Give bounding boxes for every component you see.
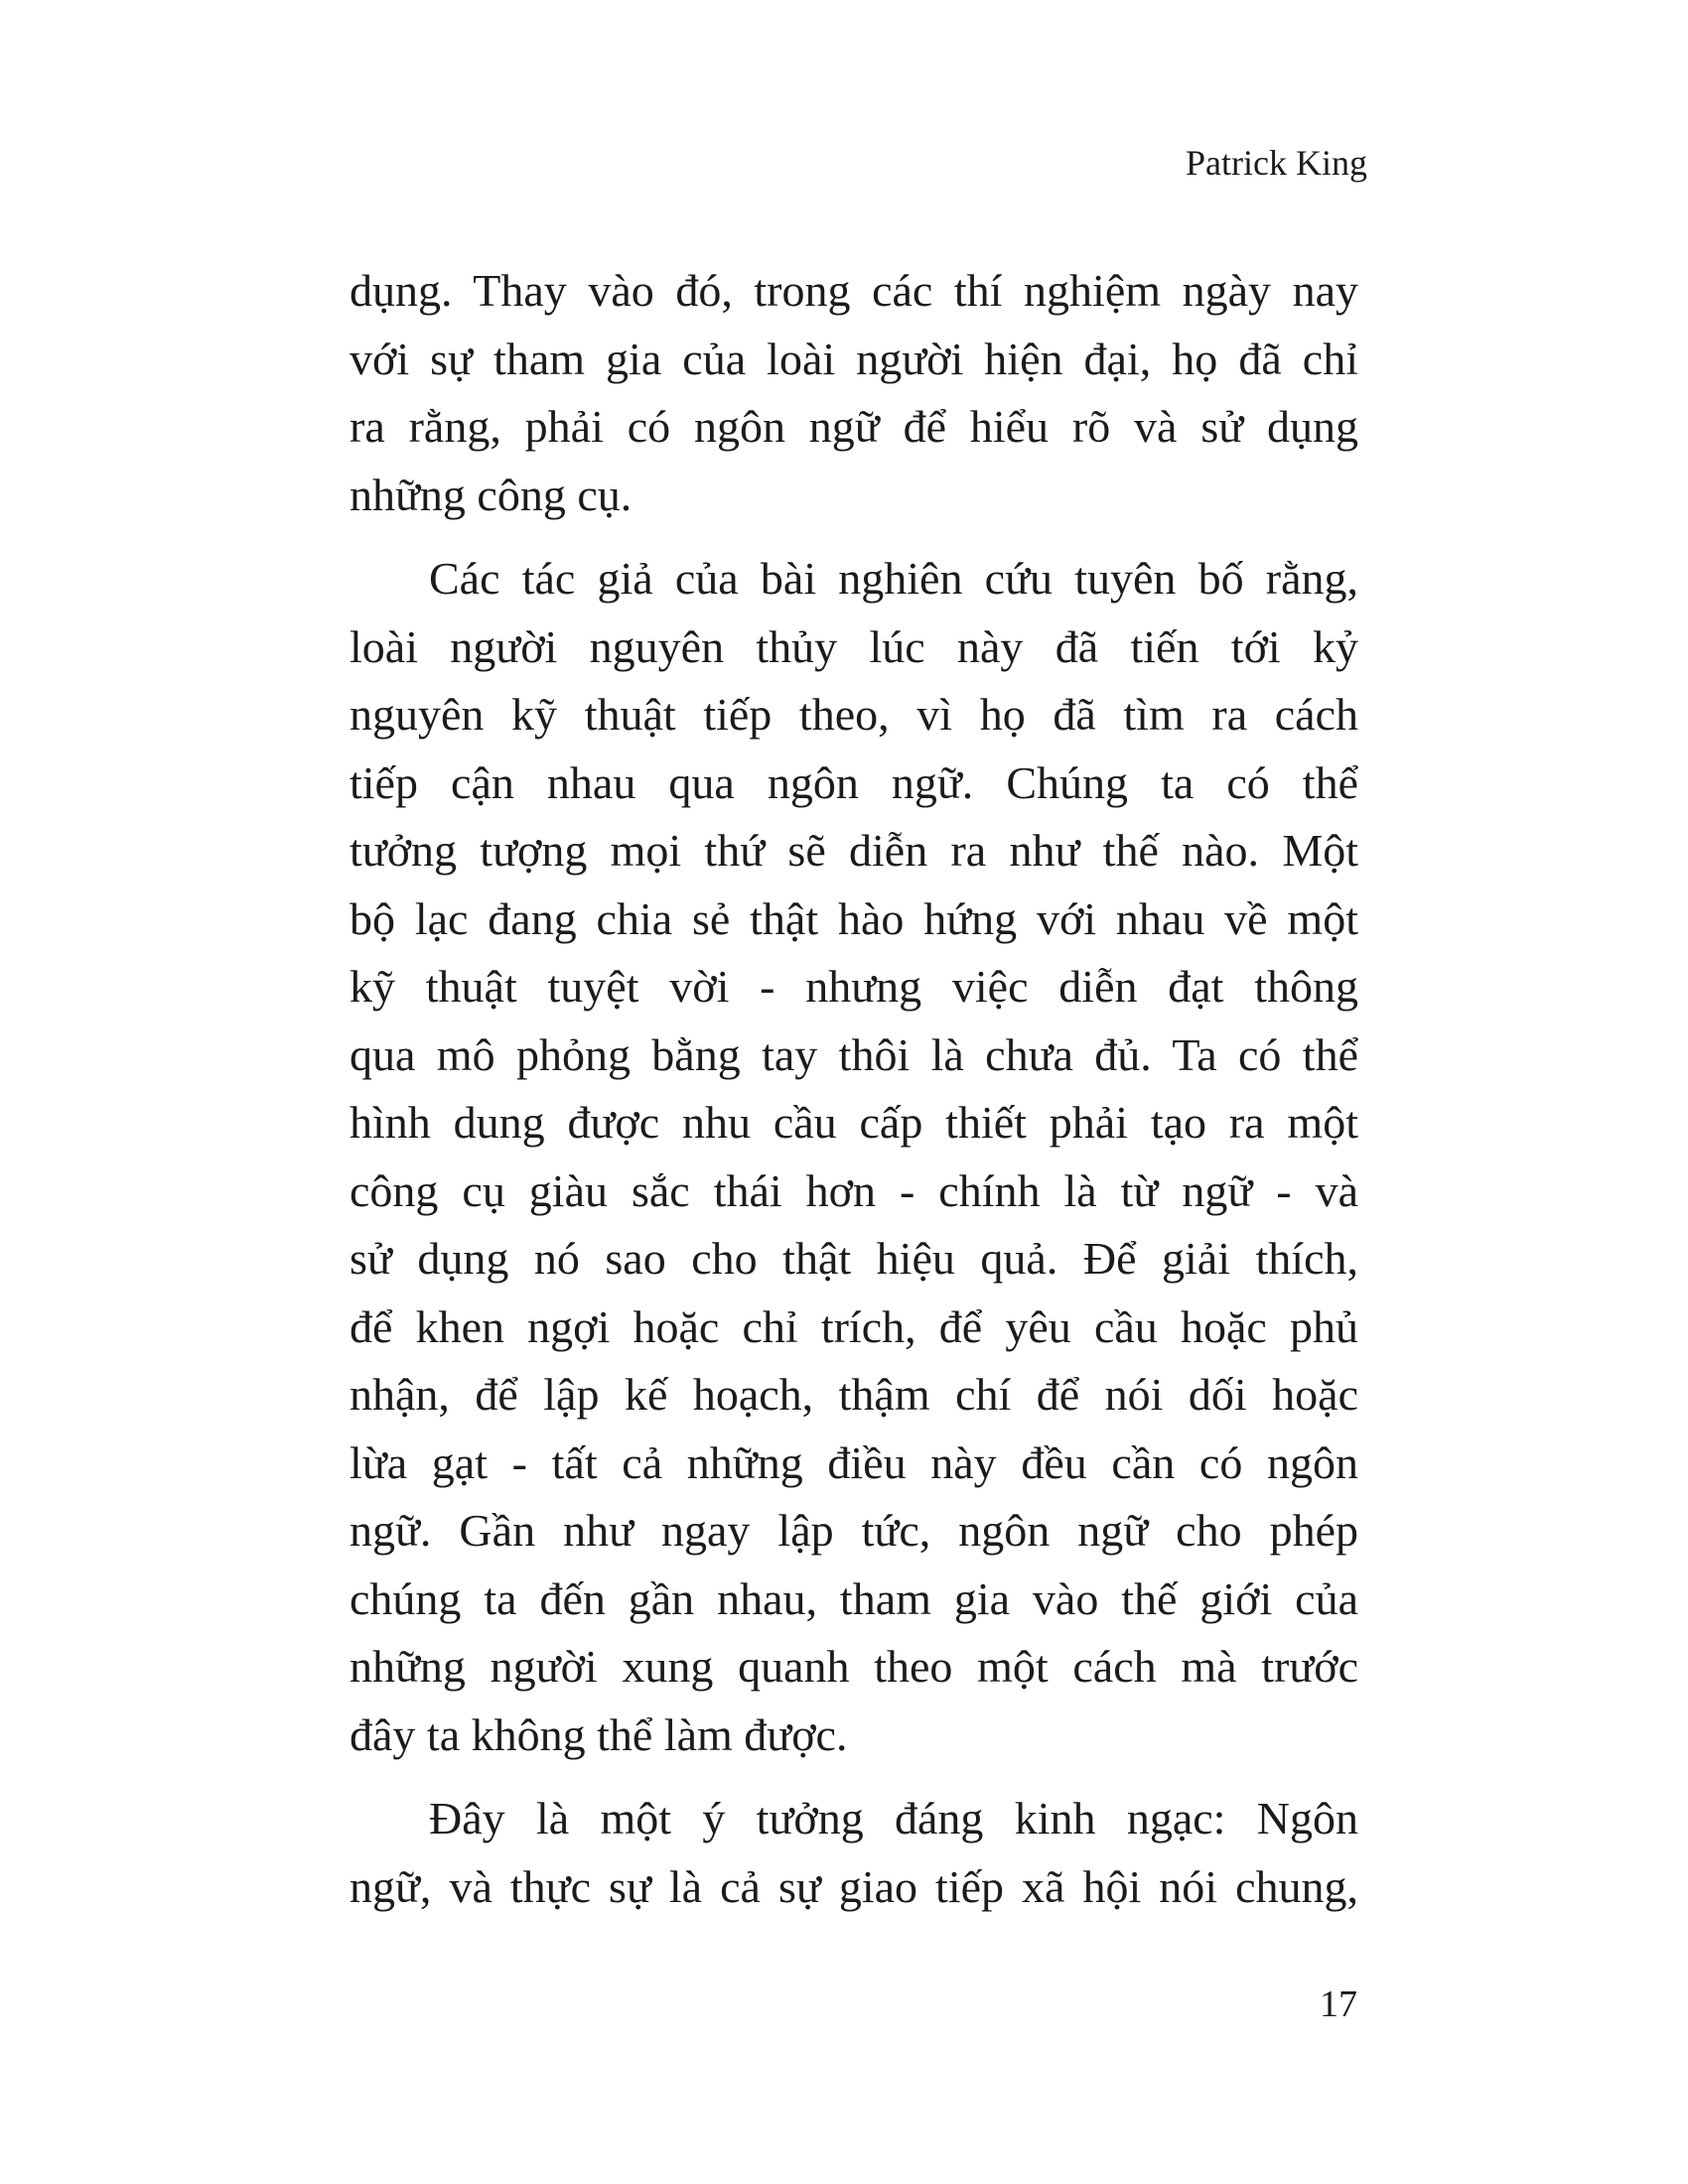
- text-line: Các tác giả của bài nghiên cứu tuyên bố rằng,: [429, 553, 1358, 604]
- text-line: loài người nguyên thủy lúc này đã tiến tới kỷ: [350, 620, 1358, 672]
- paragraph-1: [350, 257, 1358, 529]
- running-header-author: Patrick King: [1186, 143, 1367, 183]
- text-line: bộ lạc đang chia sẻ thật hào hứng với nhau về một: [350, 892, 1358, 944]
- text-line: nhận, để lập kế hoạch, thậm chí để nói dối hoặc: [350, 1369, 1358, 1420]
- text-line: Đây là một ý tưởng đáng kinh ngạc: Ngôn: [429, 1793, 1358, 1843]
- text-line: qua mô phỏng bằng tay thôi là chưa đủ. Ta có thể: [350, 1028, 1358, 1080]
- text-line: nguyên kỹ thuật tiếp theo, vì họ đã tìm ra cách: [350, 689, 1358, 740]
- body-text: [350, 257, 1358, 1921]
- paragraph-3: [350, 1785, 1358, 1921]
- text-line: kỹ thuật tuyệt vời - nhưng việc diễn đạt thông: [350, 961, 1358, 1012]
- text-line: ra rằng, phải có ngôn ngữ để hiểu rõ và sử dụng: [350, 401, 1358, 452]
- text-line: ngữ, và thực sự là cả sự giao tiếp xã hội nói chung,: [350, 1860, 1358, 1912]
- text-line: công cụ giàu sắc thái hơn - chính là từ ngữ - và: [350, 1164, 1358, 1216]
- text-line: ngữ. Gần như ngay lập tức, ngôn ngữ cho phép: [350, 1505, 1358, 1556]
- text-line: hình dung được nhu cầu cấp thiết phải tạo ra một: [350, 1097, 1358, 1148]
- text-line: để khen ngợi hoặc chỉ trích, để yêu cầu hoặc phủ: [350, 1300, 1358, 1352]
- page-number: 17: [1320, 1983, 1357, 2025]
- paragraph-2: [350, 545, 1358, 1769]
- text-line: tưởng tượng mọi thứ sẽ diễn ra như thế nào. Một: [350, 825, 1358, 876]
- text-line: tiếp cận nhau qua ngôn ngữ. Chúng ta có thể: [350, 756, 1358, 808]
- text-line: lừa gạt - tất cả những điều này đều cần có ngôn: [350, 1436, 1358, 1488]
- text-line: với sự tham gia của loài người hiện đại, họ đã chỉ: [350, 333, 1358, 384]
- text-line: những người xung quanh theo một cách mà trước: [350, 1641, 1358, 1692]
- text-line: những công cụ.: [350, 469, 633, 520]
- text-line: chúng ta đến gần nhau, tham gia vào thế giới của: [350, 1572, 1358, 1624]
- text-line: sử dụng nó sao cho thật hiệu quả. Để giải thích,: [350, 1233, 1358, 1284]
- text-line: dụng. Thay vào đó, trong các thí nghiệm ngày nay: [350, 265, 1358, 316]
- text-line: đây ta không thể làm được.: [350, 1708, 848, 1760]
